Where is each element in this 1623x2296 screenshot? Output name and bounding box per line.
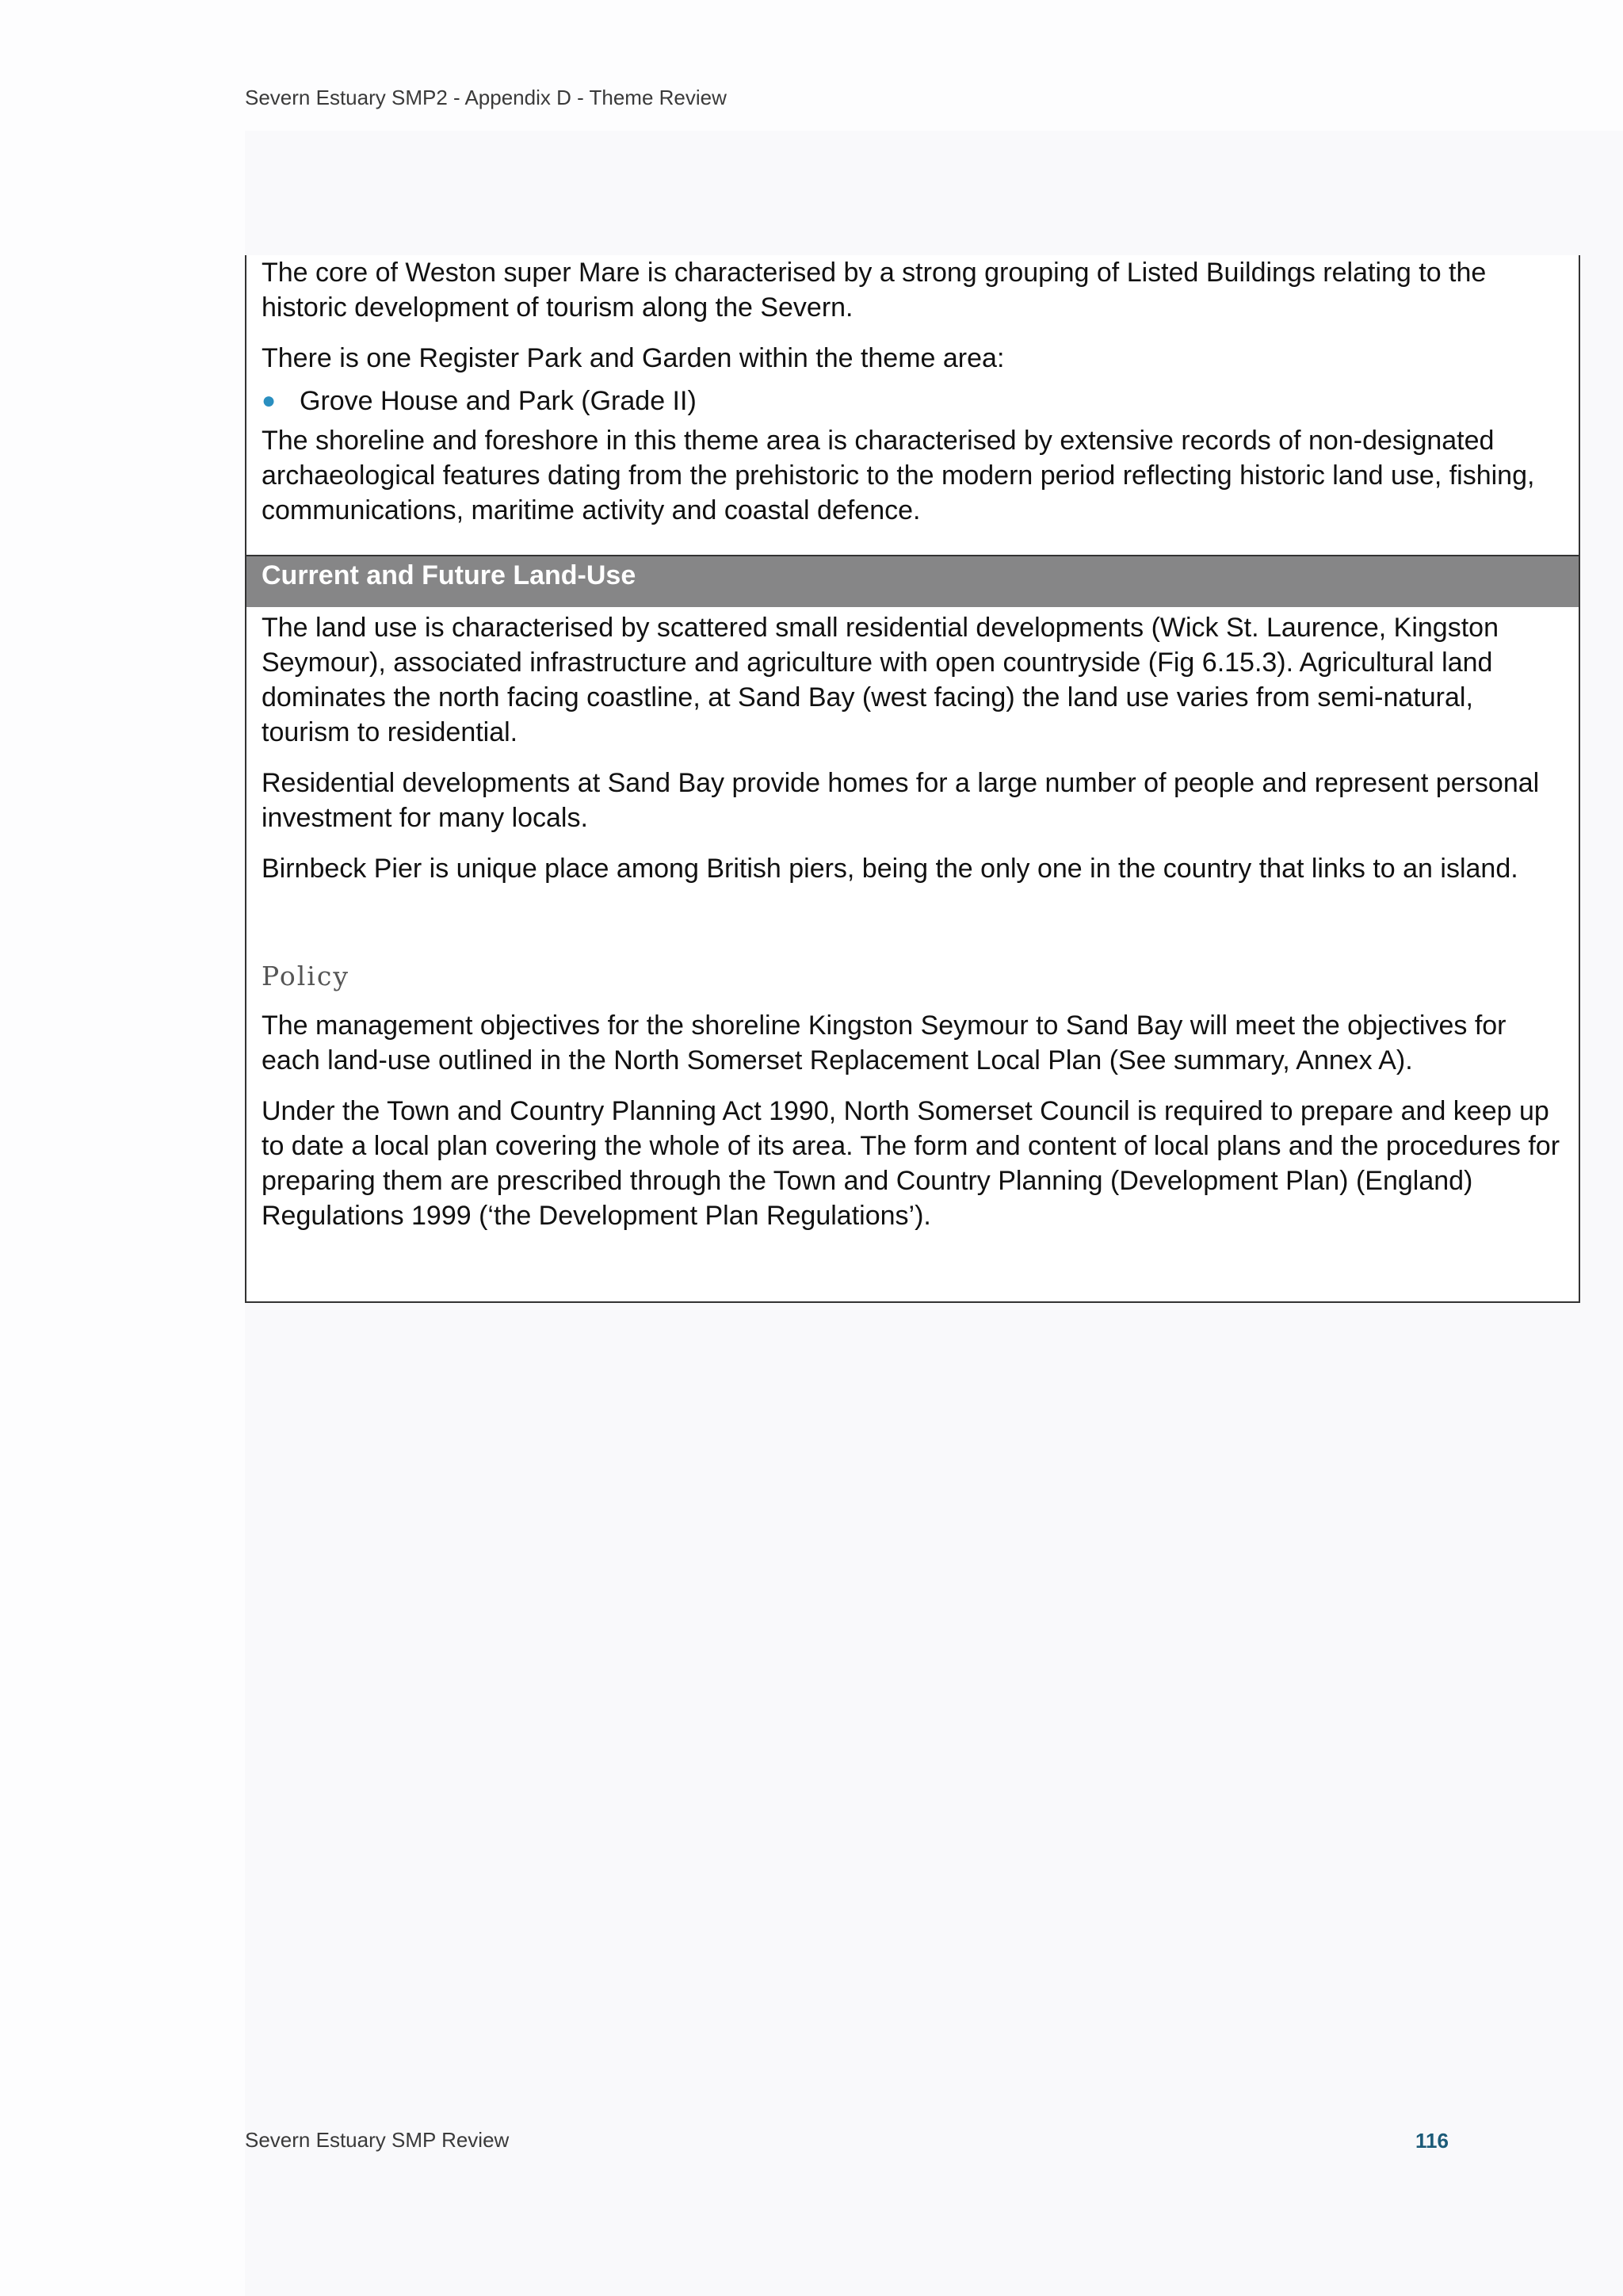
paragraph: Residential developments at Sand Bay provide homes for a large number of people and represent personal investment for many locals. [262, 768, 1540, 833]
table-cell-land-use [246, 607, 1579, 1233]
running-header: Severn Estuary SMP2 - Appendix D - Theme Review [245, 86, 727, 109]
paragraph: The land use is characterised by scattered small residential developments (Wick St. Laurence, Kingston Seymour), associated infrastructure and agriculture with open countryside (Fig 6.15.3). Agricultural land dominates the north facing coastline, at Sand Bay (west facing) the land use varies from semi-natural, tourism to residential. [262, 613, 1499, 747]
page-number: 116 [1415, 2129, 1449, 2153]
paragraph: Birnbeck Pier is unique place among British piers, being the only one in the country that links to an island. [262, 854, 1518, 884]
bullet-list-item [262, 384, 1564, 418]
paragraph: The shoreline and foreshore in this theme area is characterised by extensive records of non-designated archaeological features dating from the prehistoric to the modern period reflecting historic land use, fishing, communications, maritime activity and coastal defence. [262, 426, 1535, 525]
running-footer: Severn Estuary SMP Review [245, 2128, 510, 2152]
bullet-icon: ● [262, 388, 277, 414]
paragraph: There is one Register Park and Garden within the theme area: [262, 343, 1005, 373]
table-cell-heritage [246, 255, 1579, 555]
policy-heading: Policy [262, 961, 349, 991]
paragraph: The core of Weston super Mare is characterised by a strong grouping of Listed Buildings relating to the historic development of tourism along the Severn. [262, 258, 1487, 323]
bullet-text: Grove House and Park (Grade II) [300, 386, 697, 416]
paragraph: The management objectives for the shoreline Kingston Seymour to Sand Bay will meet the objectives for each land-use outlined in the North Somerset Replacement Local Plan (See summary, Annex A). [262, 1010, 1507, 1075]
section-heading: Current and Future Land-Use [246, 555, 1579, 607]
paragraph: Under the Town and Country Planning Act 1990, North Somerset Council is required to prepare and keep up to date a local plan covering the whole of its area. The form and content of local plans and the procedures for preparing them are prescribed through the Town and Country Planning (Development Plan) (England) Regulations 1999 (‘the Development Plan Regulations’). [262, 1096, 1560, 1231]
content-table [245, 255, 1580, 1303]
